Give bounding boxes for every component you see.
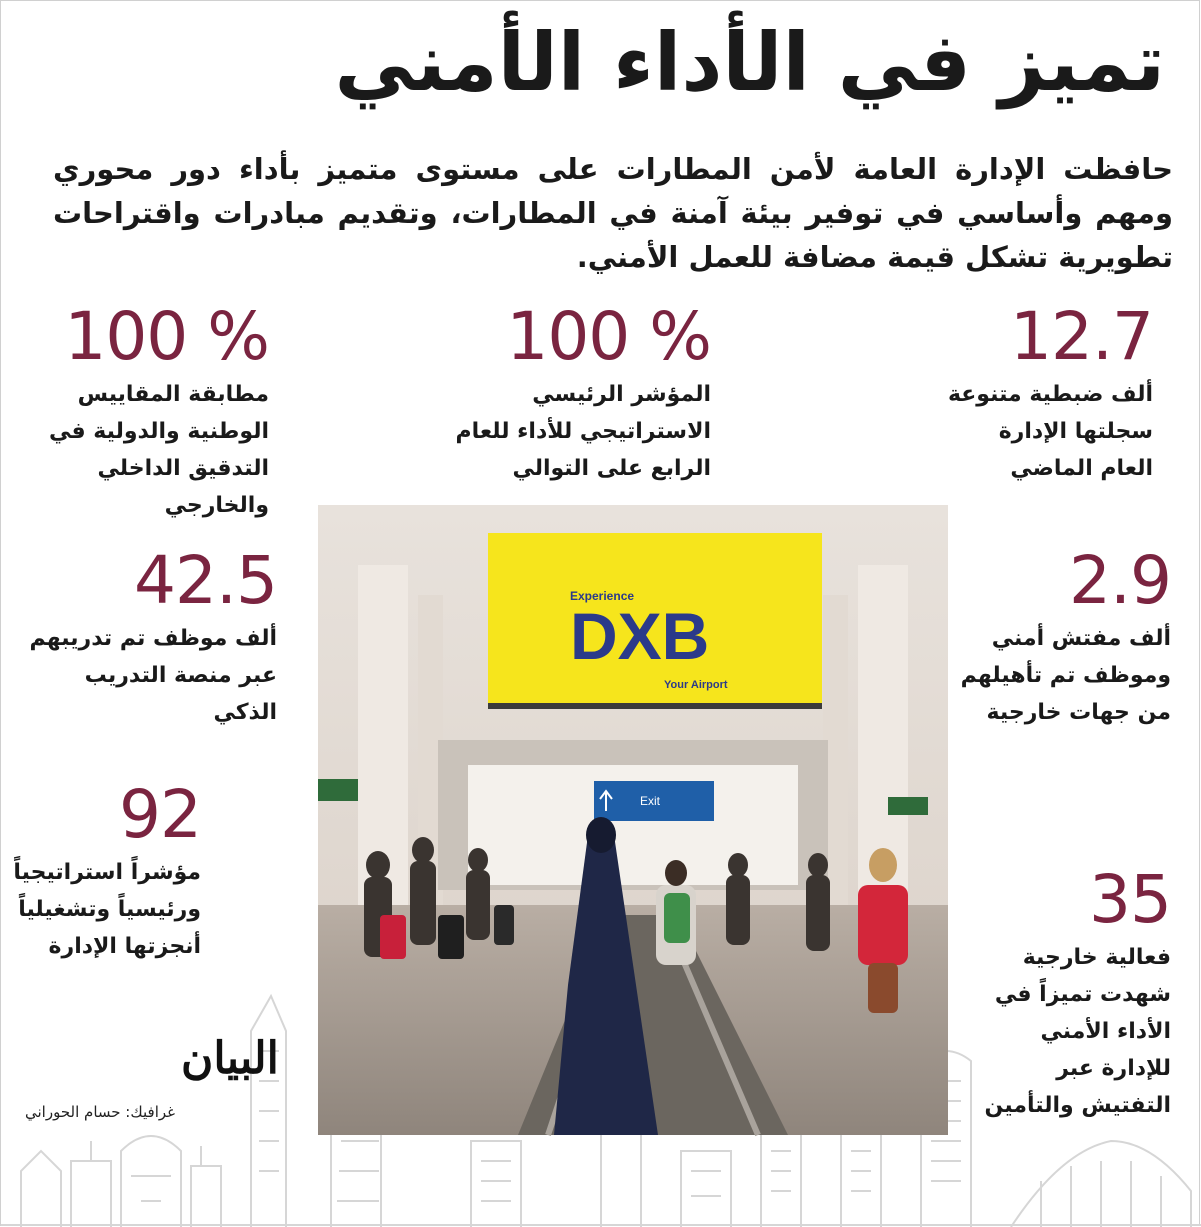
stat-external-events [961,861,1171,1124]
stat-seizures [893,298,1153,487]
stat-standards-compliance [7,298,269,524]
page-title: تميز في الأداء الأمني [334,16,1165,109]
screen-small-text: Experience [570,589,635,603]
stat-number: 2.9 [1069,542,1171,619]
stat-description: ألف ضبطية متنوعة سجلتها الإدارة العام الماضي [947,382,1153,481]
stat-description: مؤشراً استراتيجياً ورئيسياً وتشغيلياً أنجزتها الإدارة [13,860,201,959]
stat-number: 92 [119,776,201,853]
graphic-credit: غرافيك: حسام الحوراني [25,1103,175,1121]
screen-logo-text: DXB [570,599,710,673]
logo-text: البيان [181,1033,279,1084]
airport-photo [318,505,948,1135]
stat-number: 100 % [506,298,711,375]
stat-indicators [11,776,201,965]
stat-number: 100 % [64,298,269,375]
stat-description: ألف مفتش أمني وموظف تم تأهيلهم من جهات خارجية [960,626,1171,725]
stat-description: مطابقة المقاييس الوطنية والدولية في التدقيق الداخلي والخارجي [48,382,269,518]
stat-trained-employees [15,542,277,731]
intro-paragraph: حافظت الإدارة العامة لأمن المطارات على مستوى متميز بأداء دور محوري ومهم وأساسي في توفير بيئة آمنة في المطارات، وتقديم مبادرات واقتراحات تطويرية تشكل قيمة مضافة للعمل الأمني. [53,152,1173,274]
stat-description: المؤشر الرئيسي الاستراتيجي للأداء للعام الرابع على التوالي [455,382,711,481]
stat-description: ألف موظف تم تدريبهم عبر منصة التدريب الذكي [29,626,277,725]
al-bayan-logo [41,1021,279,1091]
stat-description: فعالية خارجية شهدت تميزاً في الأداء الأمني للإدارة عبر التفتيش والتأمين [984,945,1171,1118]
stat-inspectors [921,542,1171,731]
exit-sign-text: Exit [640,794,661,808]
stat-number: 42.5 [134,542,277,619]
stat-strategic-indicator [411,298,711,487]
screen-sub-text: Your Airport [664,679,728,691]
airport-scene [318,505,948,1135]
stat-number: 35 [1089,861,1171,938]
stat-number: 12.7 [1010,298,1153,375]
